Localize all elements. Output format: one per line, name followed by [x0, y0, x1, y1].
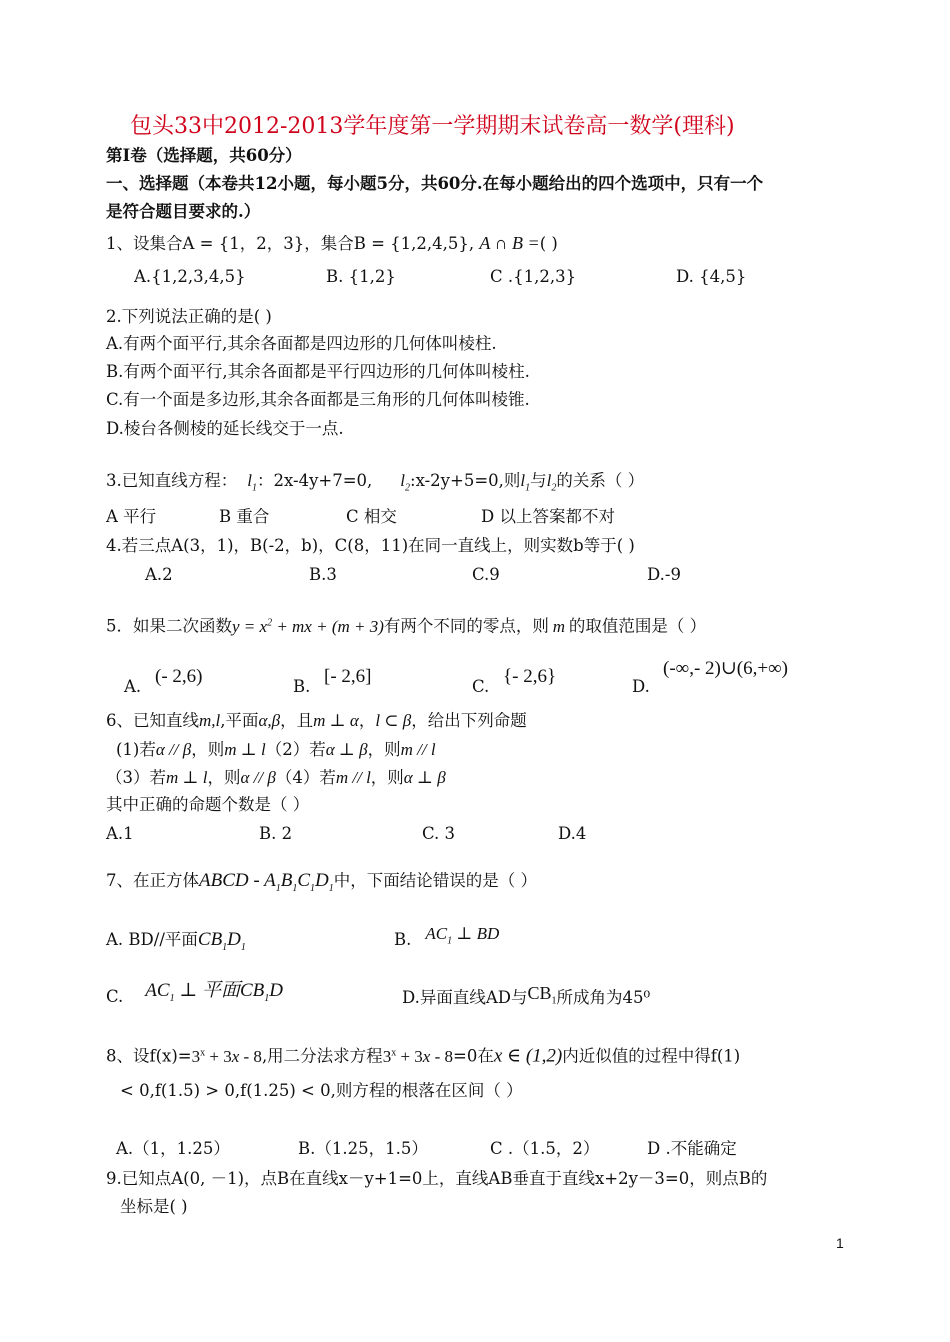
q8-option-a: A.（1，1.25）: [116, 1139, 230, 1158]
math-l1: $l_1$: [247, 471, 257, 494]
q6-propositions-3-4: （3）若m ⊥ l，则α // β（4）若m // l，则α ⊥ β: [106, 768, 446, 787]
q8-option-b: B.（1.25，1.5）: [298, 1139, 428, 1158]
math-quadratic: $y = x^2$ + mx + (m + 3): [232, 616, 384, 636]
q1-option-c: C .{1,2,3}: [490, 267, 577, 286]
q4-option-c: C.9: [472, 565, 500, 584]
q9-stem-line-2: 坐标是( ): [120, 1197, 188, 1216]
q4-option-d: D.-9: [647, 565, 681, 584]
q2-option-a: A.有两个面平行,其余各面都是四边形的几何体叫棱柱.: [106, 334, 497, 353]
q6-option-b: B. 2: [259, 824, 293, 843]
q7-stem: 7、在正方体ABCD - $A_1B_1C_1D_1$中，下面结论错误的是（ ）: [106, 870, 537, 894]
q7-option-b: B. $AC_1$ ⊥ BD: [394, 924, 500, 949]
q3-option-a: A 平行: [106, 507, 157, 526]
q5-option-c-label: C.: [472, 677, 490, 696]
q8-option-d: D .不能确定: [647, 1139, 737, 1158]
q1-stem: 1、设集合A = {1，2，3}，集合B = {1,2,4,5}, A ∩ B =( ): [106, 233, 558, 253]
math-l-in-beta: l ⊂ β: [375, 711, 412, 730]
page-number: 1: [836, 1235, 844, 1251]
q6-option-a: A.1: [106, 824, 134, 843]
q5-stem: 5．如果二次函数$y = x^2$ + mx + (m + 3)有两个不同的零点，则 m 的取值范围是（ ）: [106, 616, 707, 636]
q3-option-b: B 重合: [219, 507, 270, 526]
q4-stem: 4.若三点A(3，1)，B(-2，b)，C(8，11)在同一直线上，则实数b等于( ): [106, 536, 635, 555]
math-planes: α,β: [258, 711, 281, 730]
q1-option-a: A.{1,2,3,4,5}: [134, 267, 246, 286]
math-l2: $l_2$: [400, 471, 411, 494]
instructions-line-1: 一、选择题（本卷共12小题，每小题5分，共60分.在每小题给出的四个选项中，只有一个: [106, 174, 764, 193]
q5-option-d-label: D.: [632, 677, 650, 696]
math-m: m: [552, 616, 566, 636]
q7-option-d: D.异面直线AD与$CB_1$所成角为45⁰: [402, 983, 651, 1007]
page-title: 包头33中2012-2013学年度第一学期期末试卷高一数学(理科): [130, 114, 735, 139]
q6-stem: 6、已知直线m,l,平面α,β，且m ⊥ α，l ⊂ β，给出下列命题: [106, 711, 527, 730]
math-interval-a: (- 2,6): [155, 666, 203, 687]
math-l1: $l_1$: [520, 471, 531, 494]
math-interval-b: [- 2,6]: [324, 666, 372, 687]
q7-option-c: C. $AC_1$ ⊥ 平面$CB_1D$: [106, 980, 283, 1006]
q6-option-c: C. 3: [422, 824, 456, 843]
math-a-intersect-b: A ∩ B =: [479, 233, 540, 253]
math-l2: $l_2$: [546, 471, 557, 494]
q8-stem-line-2: < 0,f(1.5) > 0,f(1.25) < 0,则方程的根落在区间（ ）: [120, 1081, 523, 1100]
q2-stem: 2.下列说法正确的是( ): [106, 307, 272, 326]
q6-propositions-1-2: (1)若α // β，则m ⊥ l（2）若α ⊥ β，则m // l: [116, 740, 436, 759]
instructions-line-2: 是符合题目要求的.）: [106, 202, 261, 221]
math-lines-m-l: m,l: [199, 711, 221, 730]
math-interval-d: (-∞,- 2)∪(6,+∞): [663, 658, 788, 679]
q3-option-c: C 相交: [346, 507, 397, 526]
math-cube: ABCD - $A_1B_1C_1D_1$: [199, 870, 334, 894]
q8-stem: 8、设$f(x)=3^x + 3x - 8$,用二分法求方程$3^x + 3x - 8=0$在x ∈ (1,2)内近似值的过程中得f(1): [106, 1045, 741, 1067]
q9-stem-line-1: 9.已知点A(0, －1)，点B在直线x－y+1=0上，直线AB垂直于直线x+2y－3=0，则点B的: [106, 1169, 768, 1188]
q1-option-b: B. {1,2}: [326, 267, 396, 286]
section-heading: 第Ⅰ卷（选择题，共60分）: [106, 146, 302, 165]
q4-option-b: B.3: [309, 565, 337, 584]
q2-option-b: B.有两个面平行,其余各面都是平行四边形的几何体叫棱柱.: [106, 362, 530, 381]
q5-option-b-label: B.: [293, 677, 311, 696]
math-interval-c: {- 2,6}: [503, 666, 557, 687]
q5-option-a-label: A.: [124, 677, 142, 696]
q6-option-d: D.4: [558, 824, 587, 843]
q2-option-c: C.有一个面是多边形,其余各面都是三角形的几何体叫棱锥.: [106, 390, 530, 409]
q3-option-d: D 以上答案都不对: [481, 507, 615, 526]
q2-option-d: D.棱台各侧棱的延长线交于一点.: [106, 419, 344, 438]
q4-option-a: A.2: [145, 565, 173, 584]
q7-option-a: A. BD//平面$CB_1D_1$: [106, 929, 246, 953]
q8-option-c: C .（1.5，2）: [490, 1139, 600, 1158]
q3-stem: 3.已知直线方程： $l_1$：2x-4y+7=0, $l_2:x-2y+5=0$,则$l_1$与$l_2$的关系（ ）: [106, 471, 645, 494]
math-m-perp-alpha: m ⊥ α: [313, 711, 359, 730]
q6-question: 其中正确的命题个数是（ ）: [106, 795, 310, 814]
q1-option-d: D. {4,5}: [676, 267, 747, 286]
